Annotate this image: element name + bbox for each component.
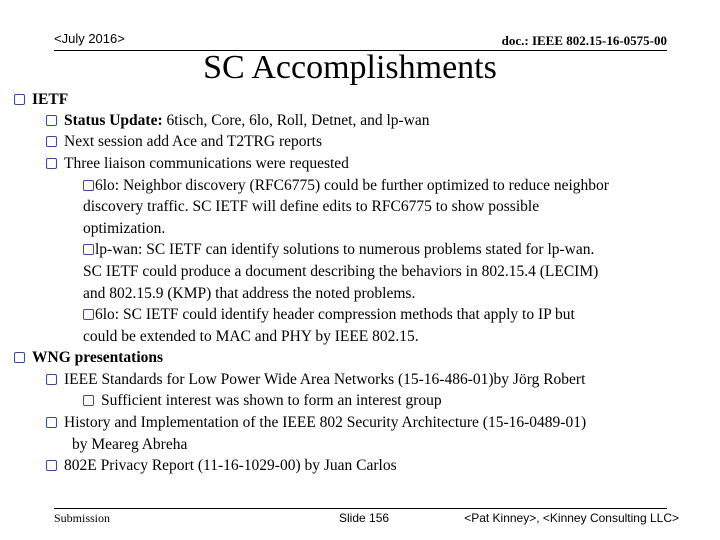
bullet-lpwan-standards: IEEE Standards for Low Power Wide Area Networks (15-16-486-01)by Jörg Robert [46,369,585,390]
slide-title: SC Accomplishments [203,49,497,86]
bullet-box-icon [83,309,94,320]
bullet-box-icon [46,158,57,169]
bullet-box-icon [83,180,94,191]
bullet-wng: WNG presentations [14,347,163,368]
bullet-liaison: Three liaison communications were requested [46,153,349,174]
header-date: <July 2016> [54,31,125,46]
sub-bullet-lp-wan: lp-wan: SC IETF can identify solutions to numerous problems stated for lp-wan. [83,239,594,260]
bullet-box-icon [14,352,25,363]
sub-text-line: by Meareg Abreha [72,436,188,453]
bullet-box-icon [46,460,57,471]
header-doc-id: doc.: IEEE 802.15-16-0575-00 [501,33,667,48]
bullet-box-icon [83,395,94,406]
sub-bullet-interest: Sufficient interest was shown to form an interest group [83,390,442,411]
sub-bullet-6lo-hc: 6lo: SC IETF could identify header compression methods that apply to IP but [83,304,575,325]
bullet-next-session: Next session add Ace and T2TRG reports [46,131,322,152]
bullet-box-icon [46,417,57,428]
bullet-status-update: Status Update: 6tisch, Core, 6lo, Roll, Detnet, and lp-wan [46,110,430,131]
bullet-box-icon [14,94,25,105]
footer-rule [54,508,667,509]
bullet-box-icon [46,115,57,126]
bullet-security-arch: History and Implementation of the IEEE 802 Security Architecture (15-16-0489-01) [46,412,586,433]
sub-text-line: SC IETF could produce a document describing the behaviors in 802.15.4 (LECIM) [83,263,599,280]
footer-submission: Submission [54,511,111,525]
sub-text-line: optimization. [83,220,166,237]
sub-bullet-6lo-nd: 6lo: Neighbor discovery (RFC6775) could be further optimized to reduce neighbor [83,175,609,196]
bullet-box-icon [46,374,57,385]
bullet-ietf: IETF [14,89,68,110]
sub-text-line: discovery traffic. SC IETF will define edits to RFC6775 to show possible [83,198,540,215]
footer-author: <Pat Kinney>, <Kinney Consulting LLC> [464,511,679,525]
bullet-privacy-report: 802E Privacy Report (11-16-1029-00) by Juan Carlos [46,455,397,476]
bullet-box-icon [46,136,57,147]
footer-slide-number: Slide 156 [339,511,390,525]
bullet-box-icon [83,244,94,255]
sub-text-line: could be extended to MAC and PHY by IEEE 802.15. [83,328,419,345]
sub-text-line: and 802.15.9 (KMP) that address the noted problems. [83,285,416,302]
